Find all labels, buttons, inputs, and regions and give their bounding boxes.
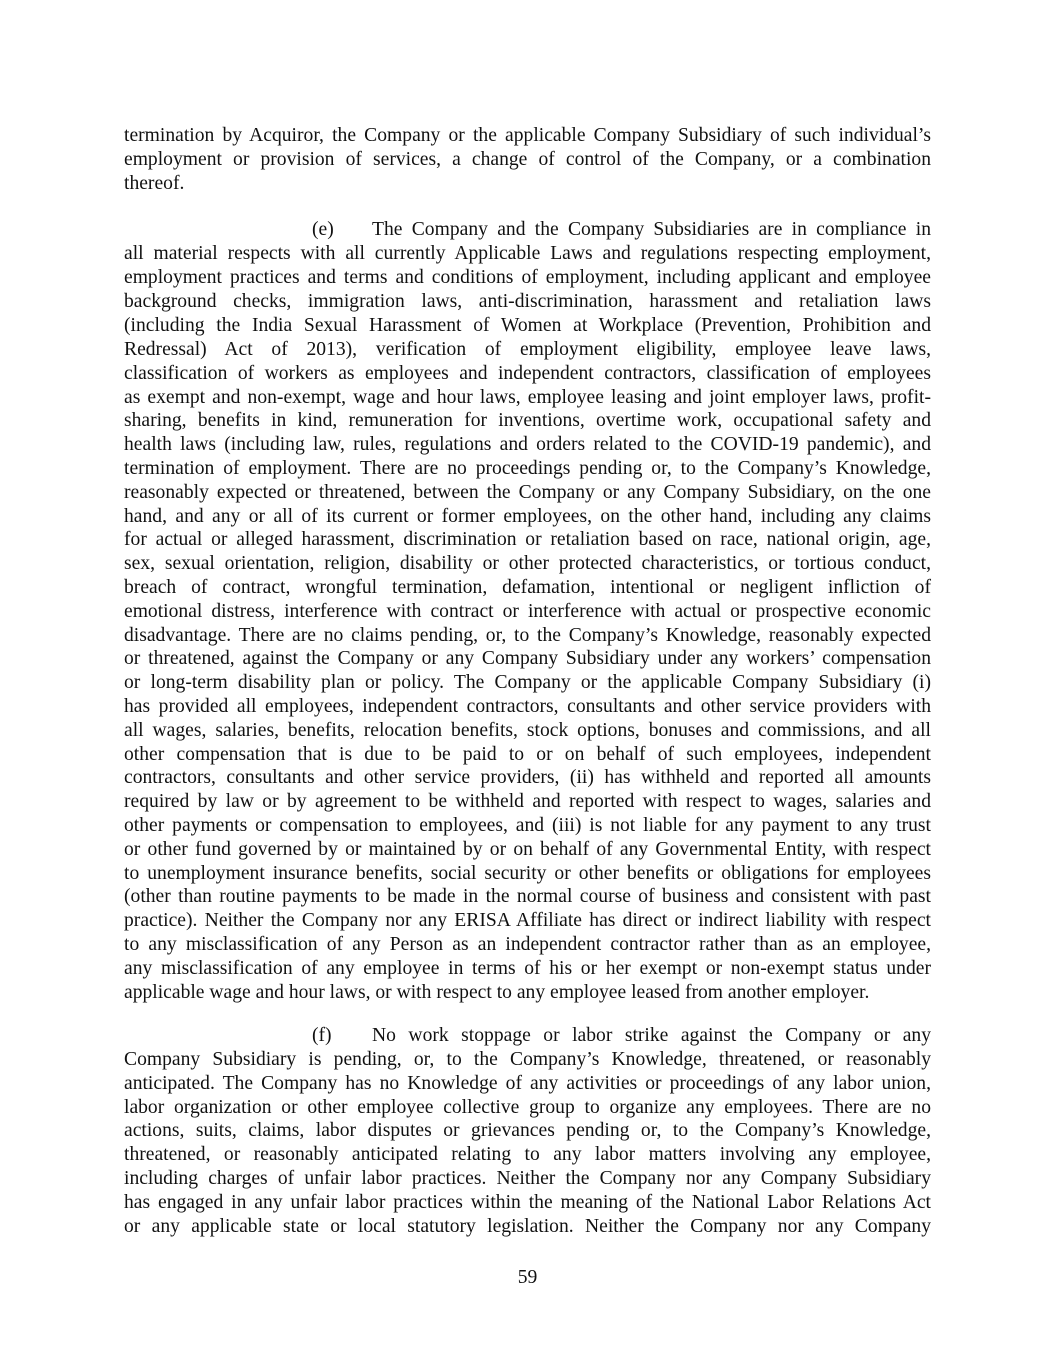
section-e-first-text: The Company and the Company Subsidiaries are in compliance in (372, 219, 931, 240)
text-line: hand, and any or all of its current or former employees, on the other hand, including any claims (124, 506, 931, 527)
text-line: reasonably expected or threatened, between the Company or any Company Subsidiary, on the one (124, 482, 931, 503)
text-line: as exempt and non-exempt, wage and hour laws, employee leasing and joint employer laws, profit- (124, 387, 931, 408)
text-line: has provided all employees, independent contractors, consultants and other service providers with (124, 696, 931, 717)
section-f-first-text: No work stoppage or labor strike against the Company or any (372, 1025, 931, 1046)
text-line: sharing, benefits in kind, remuneration for inventions, overtime work, occupational safety and (124, 410, 931, 431)
text-line: required by law or by agreement to be withheld and reported with respect to wages, salaries and (124, 791, 931, 812)
text-line: practice). Neither the Company nor any ERISA Affiliate has direct or indirect liability with respect (124, 910, 931, 931)
section-f-first-line (312, 1024, 931, 1048)
page-number: 59 (517, 1267, 538, 1288)
section-f-marker: (f) (312, 1025, 332, 1046)
text-line: for actual or alleged harassment, discrimination or retaliation based on race, national origin, age, (124, 529, 931, 550)
text-line: employment or provision of services, a change of control of the Company, or a combination (124, 149, 931, 170)
section-e-marker: (e) (312, 219, 334, 240)
text-line: has engaged in any unfair labor practices within the meaning of the National Labor Relations Act (124, 1192, 931, 1213)
text-line: termination of employment. There are no proceedings pending or, to the Company’s Knowledge, (124, 458, 931, 479)
text-line: to any misclassification of any Person as an independent contractor rather than as an employee, (124, 934, 931, 955)
text-line: classification of workers as employees and independent contractors, classification of employees (124, 363, 931, 384)
text-line: any misclassification of any employee in terms of his or her exempt or non-exempt status under (124, 958, 931, 979)
text-line: thereof. (124, 173, 185, 194)
text-line: or any applicable state or local statutory legislation. Neither the Company nor any Company (124, 1216, 931, 1237)
text-line: sex, sexual orientation, religion, disability or other protected characteristics, or tortious conduct, (124, 553, 931, 574)
text-line: (other than routine payments to be made in the normal course of business and consistent with past (124, 886, 931, 907)
text-line: (including the India Sexual Harassment of Women at Workplace (Prevention, Prohibition and (124, 315, 931, 336)
text-line: disadvantage. There are no claims pending, or, to the Company’s Knowledge, reasonably expected (124, 625, 931, 646)
text-line: breach of contract, wrongful termination, defamation, intentional or negligent infliction of (124, 577, 931, 598)
text-line: or other fund governed by or maintained by or on behalf of any Governmental Entity, with respect (124, 839, 931, 860)
text-line: other payments or compensation to employees, and (iii) is not liable for any payment to any trust (124, 815, 931, 836)
text-line: health laws (including law, rules, regulations and orders related to the COVID-19 pandemic), and (124, 434, 931, 455)
text-line: or threatened, against the Company or any Company Subsidiary under any workers’ compensation (124, 648, 931, 669)
text-line: labor organization or other employee collective group to organize any employees. There are no (124, 1097, 931, 1118)
text-line: all wages, salaries, benefits, relocation benefits, stock options, bonuses and commissions, and all (124, 720, 931, 741)
text-line: actions, suits, claims, labor disputes or grievances pending or, to the Company’s Knowledge, (124, 1120, 931, 1141)
text-line: emotional distress, interference with contract or interference with actual or prospective economic (124, 601, 931, 622)
text-line: including charges of unfair labor practices. Neither the Company nor any Company Subsidiary (124, 1168, 931, 1189)
text-line: Company Subsidiary is pending, or, to the Company’s Knowledge, threatened, or reasonably (124, 1049, 931, 1070)
text-line: anticipated. The Company has no Knowledge of any activities or proceedings of any labor union, (124, 1073, 931, 1094)
text-line: employment practices and terms and conditions of employment, including applicant and employee (124, 267, 931, 288)
text-line: to unemployment insurance benefits, social security or other benefits or obligations for employees (124, 863, 931, 884)
text-line: other compensation that is due to be paid to or on behalf of such employees, independent (124, 744, 931, 765)
text-line: or long-term disability plan or policy. The Company or the applicable Company Subsidiary (i) (124, 672, 931, 693)
text-line: all material respects with all currently Applicable Laws and regulations respecting employment, (124, 243, 931, 264)
text-line: background checks, immigration laws, anti-discrimination, harassment and retaliation laws (124, 291, 931, 312)
text-line: termination by Acquiror, the Company or the applicable Company Subsidiary of such individual’s (124, 125, 931, 146)
text-line: applicable wage and hour laws, or with respect to any employee leased from another employer. (124, 982, 870, 1003)
section-e-first-line (312, 218, 931, 242)
text-line: Redressal) Act of 2013), verification of employment eligibility, employee leave laws, (124, 339, 931, 360)
text-line: contractors, consultants and other service providers, (ii) has withheld and reported all amounts (124, 767, 931, 788)
text-line: threatened, or reasonably anticipated relating to any labor matters involving any employee, (124, 1144, 931, 1165)
